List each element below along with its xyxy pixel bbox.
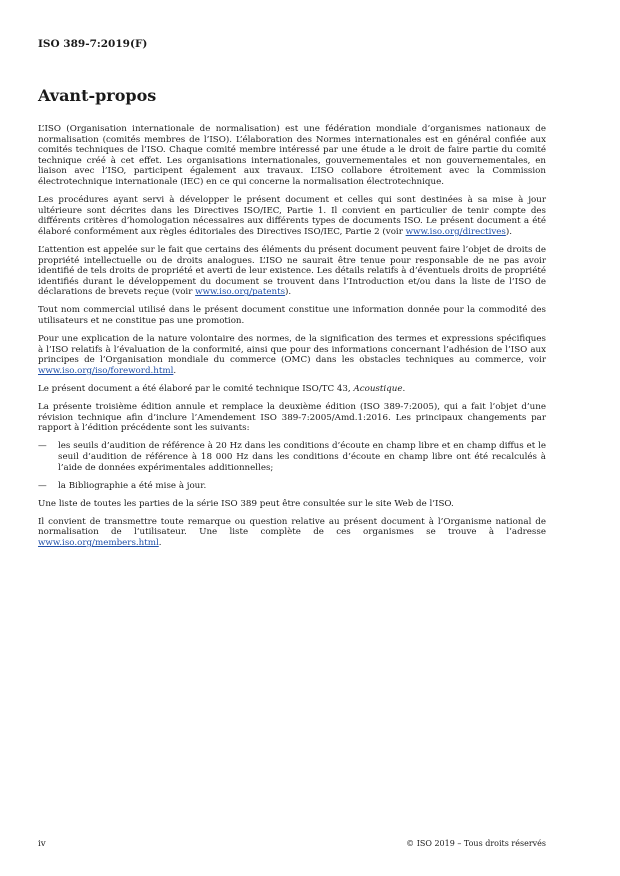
paragraph-procedures-text: Les procédures ayant servi à développer le présent document et celles qui sont destinées à sa mise à jour ultérieure sont décrites dans les Directives ISO/IEC, Partie 1. Il convient en particulier de tenir compte des différents critères d’homologation nécessaires aux différents types de documents ISO. Le présent document a été élaboré conformément aux règles éditoriales des Directives ISO/IEC, Partie 2 (voir <box>38 195 546 237</box>
foreword-link[interactable]: www.iso.org/iso/foreword.html <box>38 365 174 376</box>
paragraph-procedures <box>38 195 546 237</box>
list-item-text: les seuils d’audition de référence à 20 Hz dans les conditions d’écoute en champ libre et en champ diffus et le seuil d’audition de référence à 18 000 Hz dans les conditions d’écoute en champ libre ont été recalculés à l’aide de données expérimentales additionnelles; <box>58 441 546 473</box>
paragraph-patents-text: L’attention est appelée sur le fait que certains des éléments du présent document peuvent faire l’objet de droits de propriété intellectuelle ou de droits analogues. L’ISO ne saurait être tenue pour responsable de ne pas avoir identifié de tels droits de propriété et averti de leur existence. Les détails relatifs à d’éventuels droits de propriété identifiés durant le développement du document se trouvent dans l’Introduction et/ou dans la liste de l’ISO de déclarations de brevets reçue (voir <box>38 244 546 298</box>
document-body <box>38 124 546 556</box>
paragraph-contact <box>38 517 546 549</box>
paragraph-voluntary-nature <box>38 334 546 376</box>
patents-link[interactable]: www.iso.org/patents <box>195 287 286 298</box>
document-id: ISO 389-7:2019(F) <box>38 38 148 50</box>
list-item-text: la Bibliographie a été mise à jour. <box>58 480 207 491</box>
paragraph-patents-end: ). <box>285 287 292 298</box>
paragraph-series-list: Une liste de toutes les parties de la série ISO 389 peut être consultée sur le site Web de l’ISO. <box>38 498 454 509</box>
paragraph-edition: La présente troisième édition annule et remplace la deuxième édition (ISO 389-7:2005), qui a fait l’objet d’une révision technique afin d’inclure l’Amendement ISO 389-7:2005/Amd.1:2016. Les principaux changements par rapport à l’édition précédente sont les suivants: <box>38 402 546 434</box>
copyright-notice: © ISO 2019 – Tous droits réservés <box>406 839 546 848</box>
paragraph-committee <box>38 384 546 395</box>
paragraph-contact-text: Il convient de transmettre toute remarque ou question relative au présent document à l’Organisme national de normalisation de l’utilisateur. Une liste complète de ces organismes se trouve à l’adresse <box>38 516 546 538</box>
paragraph-committee-text: Le présent document a été élaboré par le comité technique ISO/TC 43, <box>38 383 354 394</box>
list-dash: — <box>38 441 47 452</box>
members-link[interactable]: www.iso.org/members.html <box>38 538 159 548</box>
committee-name: Acoustique <box>353 383 403 394</box>
directives-link[interactable]: www.iso.org/directives <box>405 226 506 237</box>
list-item <box>38 481 546 492</box>
paragraph-iso-definition: L’ISO (Organisation internationale de normalisation) est une fédération mondiale d’organismes nationaux de normalisation (comités membres de l’ISO). L’élaboration des Normes internationales est en général confiée aux comités techniques de l’ISO. Chaque comité membre intéressé par une étude a le droit de faire partie du comité technique créé à cet effet. Les organisations internationales, gouvernementales et non gouvernementales, en liaison avec l’ISO, participent également aux travaux. L’ISO collabore étroitement avec la Commission électrotechnique internationale (IEC) en ce qui concerne la normalisation électrotechnique. <box>38 124 546 187</box>
paragraph-contact-end: . <box>158 538 162 548</box>
paragraph-voluntary-nature-text: Pour une explication de la nature volontaire des normes, de la signification des termes et expressions spécifiques à l’ISO relatifs à l’évaluation de la conformité, ainsi que pour des informations concernant l’adhésion de l’ISO aux principes de l’Organisation mondiale du commerce (OMC) dans les obstacles techniques au commerce, voir <box>38 334 546 366</box>
paragraph-trade-names: Tout nom commercial utilisé dans le présent document constitue une information donnée pour la commodité des utilisateurs et ne constitue pas une promotion. <box>38 305 546 326</box>
list-dash: — <box>38 480 47 491</box>
paragraph-procedures-end: ). <box>505 226 513 237</box>
page-title: Avant-propos <box>38 86 157 105</box>
paragraph-committee-end: . <box>402 383 406 394</box>
paragraph-patents <box>38 245 546 298</box>
list-item <box>38 441 546 473</box>
paragraph-voluntary-nature-end: . <box>173 365 177 376</box>
page-number: iv <box>38 839 46 849</box>
